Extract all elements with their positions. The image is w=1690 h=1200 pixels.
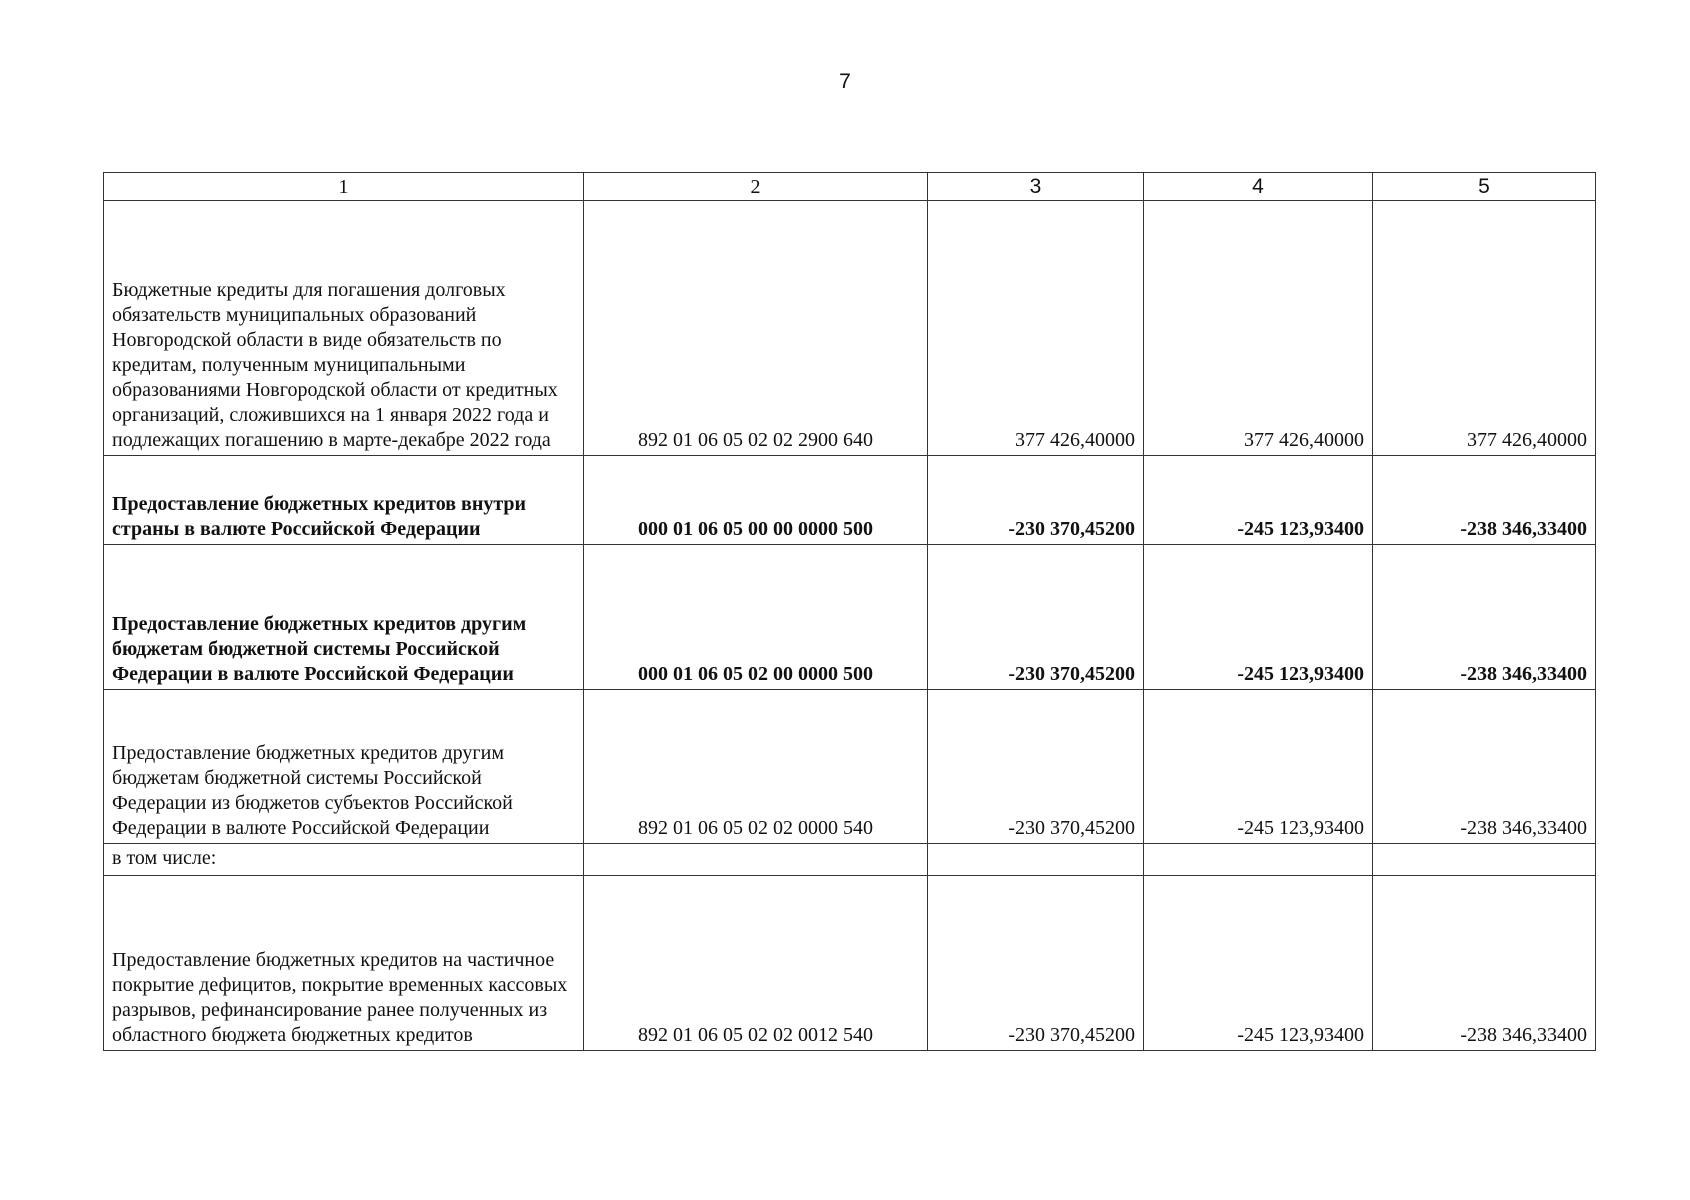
row-value-col3: -230 370,45200 <box>928 456 1144 545</box>
table-row <box>104 690 1596 844</box>
page-number: 7 <box>839 70 851 93</box>
row-code: 892 01 06 05 02 02 0012 540 <box>584 876 928 1051</box>
row-value-col3: -230 370,45200 <box>928 545 1144 690</box>
table-row <box>104 844 1596 876</box>
row-value-col5 <box>1373 844 1596 876</box>
column-number-4: 4 <box>1144 173 1373 201</box>
row-value-col4 <box>1144 844 1373 876</box>
row-value-col3: 377 426,40000 <box>928 201 1144 456</box>
row-value-col5: -238 346,33400 <box>1373 545 1596 690</box>
row-code: 892 01 06 05 02 02 0000 540 <box>584 690 928 844</box>
row-value-col5: -238 346,33400 <box>1373 876 1596 1051</box>
row-value-col4: -245 123,93400 <box>1144 545 1373 690</box>
row-value-col4: -245 123,93400 <box>1144 456 1373 545</box>
table-row <box>104 201 1596 456</box>
row-value-col3: -230 370,45200 <box>928 690 1144 844</box>
row-code <box>584 844 928 876</box>
row-name: Бюджетные кредиты для погашения долговых обязательств муниципальных образований Новгородской области в виде обязательств по кредитам, полученным муниципальными образованиями Новгородской области от кредитных организаций, сложившихся на 1 января 2022 года и подлежащих погашению в марте-декабре 2022 года <box>104 201 584 456</box>
row-code: 892 01 06 05 02 02 2900 640 <box>584 201 928 456</box>
row-code: 000 01 06 05 02 00 0000 500 <box>584 545 928 690</box>
row-name: в том числе: <box>104 844 584 876</box>
row-value-col3: -230 370,45200 <box>928 876 1144 1051</box>
table-row <box>104 876 1596 1051</box>
column-number-5: 5 <box>1373 173 1596 201</box>
budget-sources-table <box>103 172 1596 1051</box>
table-row <box>104 456 1596 545</box>
row-value-col4: -245 123,93400 <box>1144 876 1373 1051</box>
row-value-col5: 377 426,40000 <box>1373 201 1596 456</box>
row-value-col5: -238 346,33400 <box>1373 456 1596 545</box>
row-name: Предоставление бюджетных кредитов внутри страны в валюте Российской Федерации <box>104 456 584 545</box>
table-row <box>104 545 1596 690</box>
row-code: 000 01 06 05 00 00 0000 500 <box>584 456 928 545</box>
column-number-2: 2 <box>584 173 928 201</box>
row-value-col5: -238 346,33400 <box>1373 690 1596 844</box>
row-value-col4: -245 123,93400 <box>1144 690 1373 844</box>
row-name: Предоставление бюджетных кредитов другим бюджетам бюджетной системы Российской Федерации из бюджетов субъектов Российской Федерации в валюте Российской Федерации <box>104 690 584 844</box>
row-value-col4: 377 426,40000 <box>1144 201 1373 456</box>
row-name: Предоставление бюджетных кредитов другим бюджетам бюджетной системы Российской Федерации в валюте Российской Федерации <box>104 545 584 690</box>
table-header-row <box>104 173 1596 201</box>
column-number-1: 1 <box>104 173 584 201</box>
row-value-col3 <box>928 844 1144 876</box>
column-number-3: 3 <box>928 173 1144 201</box>
row-name: Предоставление бюджетных кредитов на частичное покрытие дефицитов, покрытие временных кассовых разрывов, рефинансирование ранее полученных из областного бюджета бюджетных кредитов <box>104 876 584 1051</box>
